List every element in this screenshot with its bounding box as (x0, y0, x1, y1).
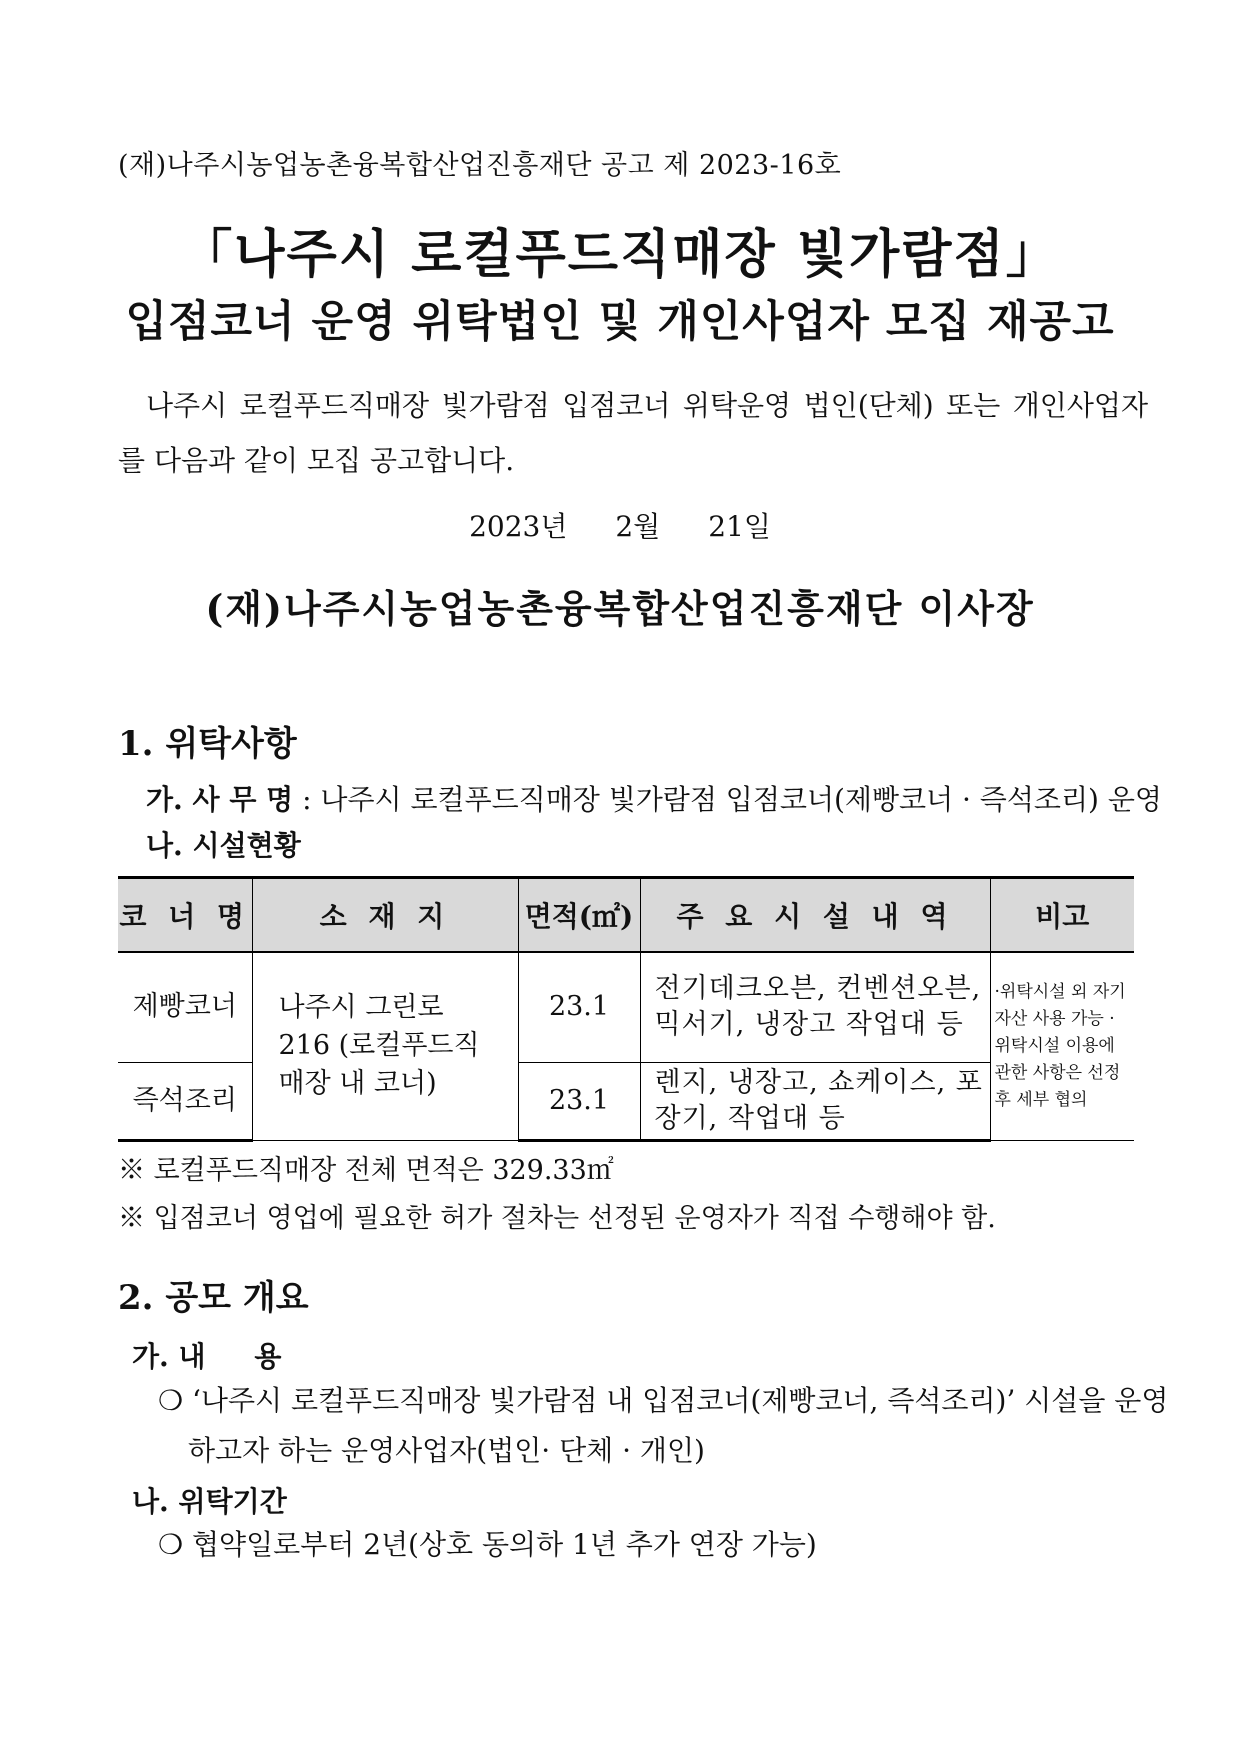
section2-item-ga (132, 1335, 281, 1375)
table-header-row (118, 878, 1134, 953)
cell-area: 23.1 (518, 952, 640, 1062)
section2-item-ga-text: ❍ ‘나주시 로컬푸드직매장 빛가람점 내 입점코너(제빵코너, 즉석조리)’ 시설을 운영하고자 하는 운영사업자(법인· 단체 · 개인) (158, 1384, 1169, 1467)
remark-total-area: ※ 로컬푸드직매장 전체 면적은 329.33㎡ (118, 1155, 614, 1186)
section2-item-na (132, 1480, 287, 1520)
section2-item-na-text: ❍ 협약일로부터 2년(상호 동의하 1년 추가 연장 가능) (158, 1528, 817, 1561)
notice-date (0, 505, 1240, 545)
cell-facilities: 렌지, 냉장고, 쇼케이스, 포장기, 작업대 등 (640, 1062, 990, 1140)
cell-note-text: ·위탁시설 외 자기자산 사용 가능 ·위탁시설 이용에 관한 사항은 선정 후 세부 협의 (994, 981, 1126, 1110)
col-header-area: 면적(㎡) (518, 878, 640, 953)
cell-corner: 즉석조리 (118, 1062, 252, 1140)
issuer-name: (재)나주시농업농촌융복합산업진흥재단 이사장 (205, 586, 1035, 631)
date-year: 2023년 (469, 510, 568, 543)
cell-facilities: 전기데크오븐, 컨벤션오븐, 믹서기, 냉장고 작업대 등 (640, 952, 990, 1062)
cell-note (990, 952, 1134, 1140)
section1-item-ga (146, 778, 1162, 818)
cell-location (252, 952, 518, 1140)
cell-corner: 제빵코너 (118, 952, 252, 1062)
facility-table (118, 876, 1134, 1142)
cell-area: 23.1 (518, 1062, 640, 1140)
col-header-facilities: 주 요 시 설 내 역 (640, 878, 990, 953)
notice-number: (재)나주시농업농촌융복합산업진흥재단 공고 제 2023-16호 (118, 150, 842, 181)
cell-location-text: 나주시 그린로 216 (로컬푸드직매장 내 코너) (278, 992, 480, 1100)
section2-item-na-label: 나. 위탁기간 (132, 1485, 287, 1518)
section1-item-na (146, 824, 301, 864)
section1-title: 1. 위탁사항 (118, 724, 297, 764)
intro-paragraph: 나주시 로컬푸드직매장 빛가람점 입점코너 위탁운영 법인(단체) 또는 개인사업자를 다음과 같이 모집 공고합니다. (118, 389, 1148, 477)
section1-item-na-label: 나. 시설현황 (146, 829, 301, 862)
document-title: 「나주시 로컬푸드직매장 빛가람점」 (180, 225, 1060, 285)
date-month: 2월 (615, 510, 661, 543)
section1-item-ga-label: 가. 사 무 명 (146, 783, 294, 816)
date-day: 21일 (708, 510, 771, 543)
document-subtitle: 입점코너 운영 위탁법인 및 개인사업자 모집 재공고 (125, 297, 1115, 347)
remark-permit: ※ 입점코너 영업에 필요한 허가 절차는 선정된 운영자가 직접 수행해야 함. (118, 1203, 996, 1234)
col-header-location: 소 재 지 (252, 878, 518, 953)
section2-item-ga-label: 가. 내 용 (132, 1340, 282, 1373)
table-row (118, 952, 1134, 1062)
section2-title: 2. 공모 개요 (118, 1278, 309, 1318)
col-header-note: 비고 (990, 878, 1134, 953)
col-header-corner: 코 너 명 (118, 878, 252, 953)
section1-item-ga-text: : 나주시 로컬푸드직매장 빛가람점 입점코너(제빵코너 · 즉석조리) 운영 (302, 783, 1162, 816)
